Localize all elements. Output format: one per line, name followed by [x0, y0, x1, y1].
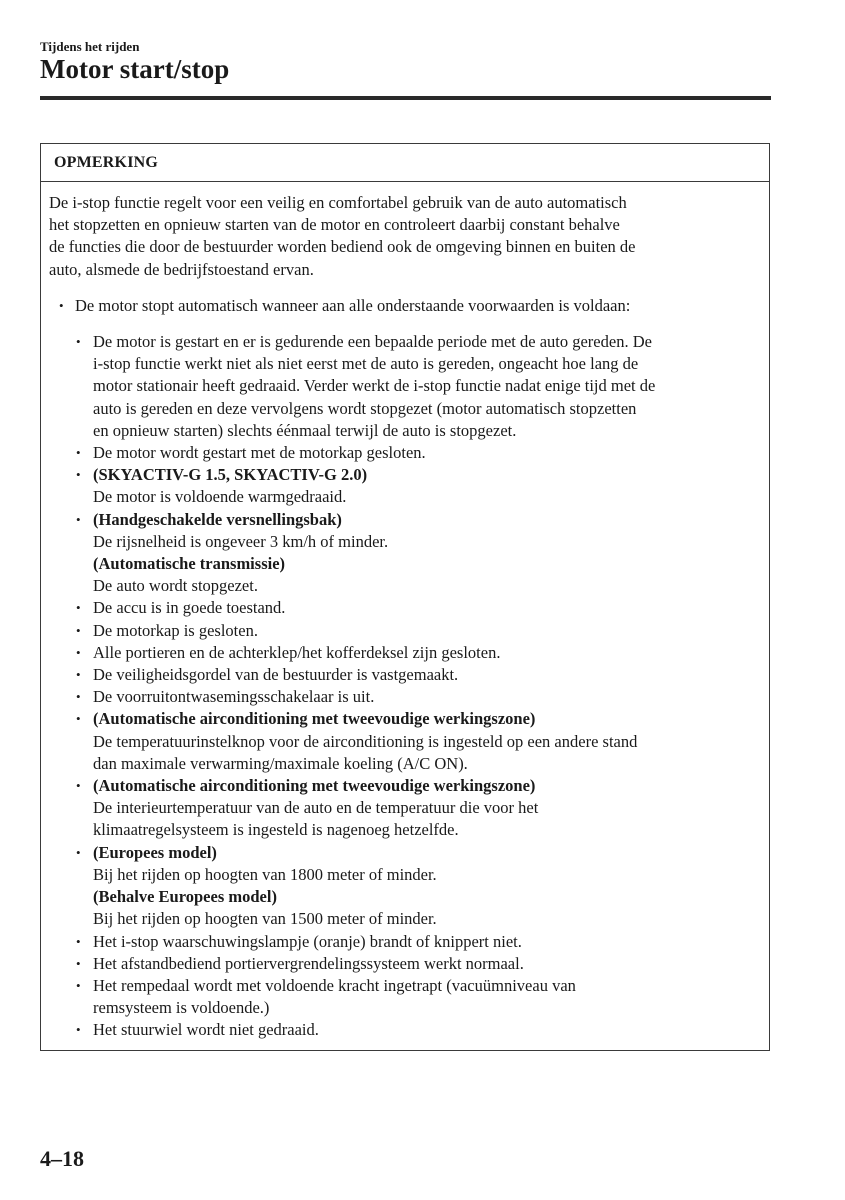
condition-heading: (Handgeschakelde versnellingsbak) [93, 509, 342, 529]
intro-line: het stopzetten en opnieuw starten van de motor en controleert daarbij constant behalve [49, 215, 620, 235]
condition-item [49, 775, 769, 842]
condition-heading: (Automatische transmissie) [93, 554, 286, 574]
condition-line: De veiligheidsgordel van de bestuurder is vastgemaakt. [93, 665, 459, 685]
condition-line: auto is gereden en deze vervolgens wordt stopgezet (motor automatisch stopzetten [93, 398, 637, 418]
condition-line: De auto wordt stopgezet. [93, 576, 258, 596]
condition-line: Bij het rijden op hoogten van 1500 meter of minder. [93, 909, 437, 929]
main-bullet-text: De motor stopt automatisch wanneer aan alle onderstaande voorwaarden is voldaan: [75, 295, 631, 315]
condition-line: motor stationair heeft gedraaid. Verder werkt de i-stop functie nadat enige tijd met de [93, 376, 656, 396]
bullet-icon: • [76, 1022, 81, 1038]
bullet-icon: • [76, 689, 81, 705]
condition-line: De accu is in goede toestand. [93, 598, 286, 618]
page-number: 4–18 [40, 1146, 84, 1171]
bullet-icon: • [76, 622, 81, 638]
note-heading: OPMERKING [41, 144, 769, 182]
condition-line: Alle portieren en de achterklep/het kofferdeksel zijn gesloten. [93, 642, 501, 662]
condition-line: De voorruitontwasemingsschakelaar is uit. [93, 687, 375, 707]
condition-line: Het i-stop waarschuwingslampje (oranje) brandt of knippert niet. [93, 931, 522, 951]
bullet-icon: • [76, 644, 81, 660]
condition-line: De motor is gestart en er is gedurende een bepaalde periode met de auto gereden. De [93, 332, 652, 352]
condition-line: Het rempedaal wordt met voldoende kracht ingetrapt (vacuümniveau van [93, 975, 576, 995]
condition-item [49, 953, 769, 975]
condition-item [49, 442, 769, 464]
note-box [40, 143, 770, 1051]
bullet-icon: • [76, 844, 81, 860]
condition-item [49, 597, 769, 619]
bullet-icon: • [76, 334, 81, 350]
condition-item [49, 1019, 769, 1041]
title-rule [40, 96, 771, 100]
condition-heading: (Europees model) [93, 842, 217, 862]
condition-item [49, 975, 769, 1019]
condition-item [49, 931, 769, 953]
intro-line: De i-stop functie regelt voor een veilig en comfortabel gebruik van de auto automatisch [49, 193, 627, 212]
condition-line: i-stop functie werkt niet als niet eerst met de auto is gereden, ongeacht hoe lang de [93, 354, 639, 374]
condition-line: De temperatuurinstelknop voor de airconditioning is ingesteld op een andere stand [93, 731, 638, 751]
bullet-icon: • [76, 711, 81, 727]
bullet-icon: • [76, 445, 81, 461]
condition-heading: (Behalve Europees model) [93, 887, 277, 907]
condition-line: De rijsnelheid is ongeveer 3 km/h of minder. [93, 531, 389, 551]
condition-item [49, 642, 769, 664]
intro-line: de functies die door de bestuurder worden bediend ook de omgeving binnen en buiten de [49, 237, 636, 257]
condition-line: De motor wordt gestart met de motorkap gesloten. [93, 443, 426, 463]
condition-line: De interieurtemperatuur van de auto en de temperatuur die voor het [93, 798, 539, 818]
condition-line: Het stuurwiel wordt niet gedraaid. [93, 1020, 319, 1040]
condition-item [49, 664, 769, 686]
condition-item [49, 686, 769, 708]
condition-line: Bij het rijden op hoogten van 1800 meter of minder. [93, 864, 437, 884]
condition-item [49, 509, 769, 598]
bullet-icon: • [76, 778, 81, 794]
condition-line: remsysteem is voldoende.) [93, 998, 270, 1018]
bullet-icon: • [76, 511, 81, 527]
note-body [49, 192, 769, 1042]
condition-item [49, 620, 769, 642]
bullet-icon: • [76, 933, 81, 949]
condition-item [49, 842, 769, 931]
section-label: Tijdens het rijden [40, 39, 140, 54]
page-title: Motor start/stop [40, 54, 230, 84]
intro-line: auto, alsmede de bedrijfstoestand ervan. [49, 259, 314, 279]
condition-line: klimaatregelsysteem is ingesteld is nagenoeg hetzelfde. [93, 820, 459, 840]
condition-heading: (Automatische airconditioning met tweevoudige werkingszone) [93, 709, 536, 729]
bullet-icon: • [76, 467, 81, 483]
condition-heading: (Automatische airconditioning met tweevoudige werkingszone) [93, 776, 536, 796]
bullet-icon: • [76, 667, 81, 683]
condition-heading: (SKYACTIV-G 1.5, SKYACTIV-G 2.0) [93, 465, 368, 485]
condition-item [49, 708, 769, 775]
conditions-list [49, 331, 769, 1042]
condition-line: Het afstandbediend portiervergrendelingssysteem werkt normaal. [93, 953, 524, 973]
bullet-icon: • [76, 600, 81, 616]
condition-line: en opnieuw starten) slechts éénmaal terwijl de auto is stopgezet. [93, 420, 517, 440]
condition-line: De motorkap is gesloten. [93, 620, 258, 640]
bullet-icon: • [59, 297, 64, 313]
intro-paragraph [49, 192, 769, 281]
condition-item [49, 464, 769, 508]
condition-item [49, 331, 769, 442]
condition-line: dan maximale verwarming/maximale koeling (A/C ON). [93, 753, 468, 773]
bullet-icon: • [76, 955, 81, 971]
condition-line: De motor is voldoende warmgedraaid. [93, 487, 347, 507]
main-bullet [49, 295, 769, 317]
bullet-icon: • [76, 977, 81, 993]
